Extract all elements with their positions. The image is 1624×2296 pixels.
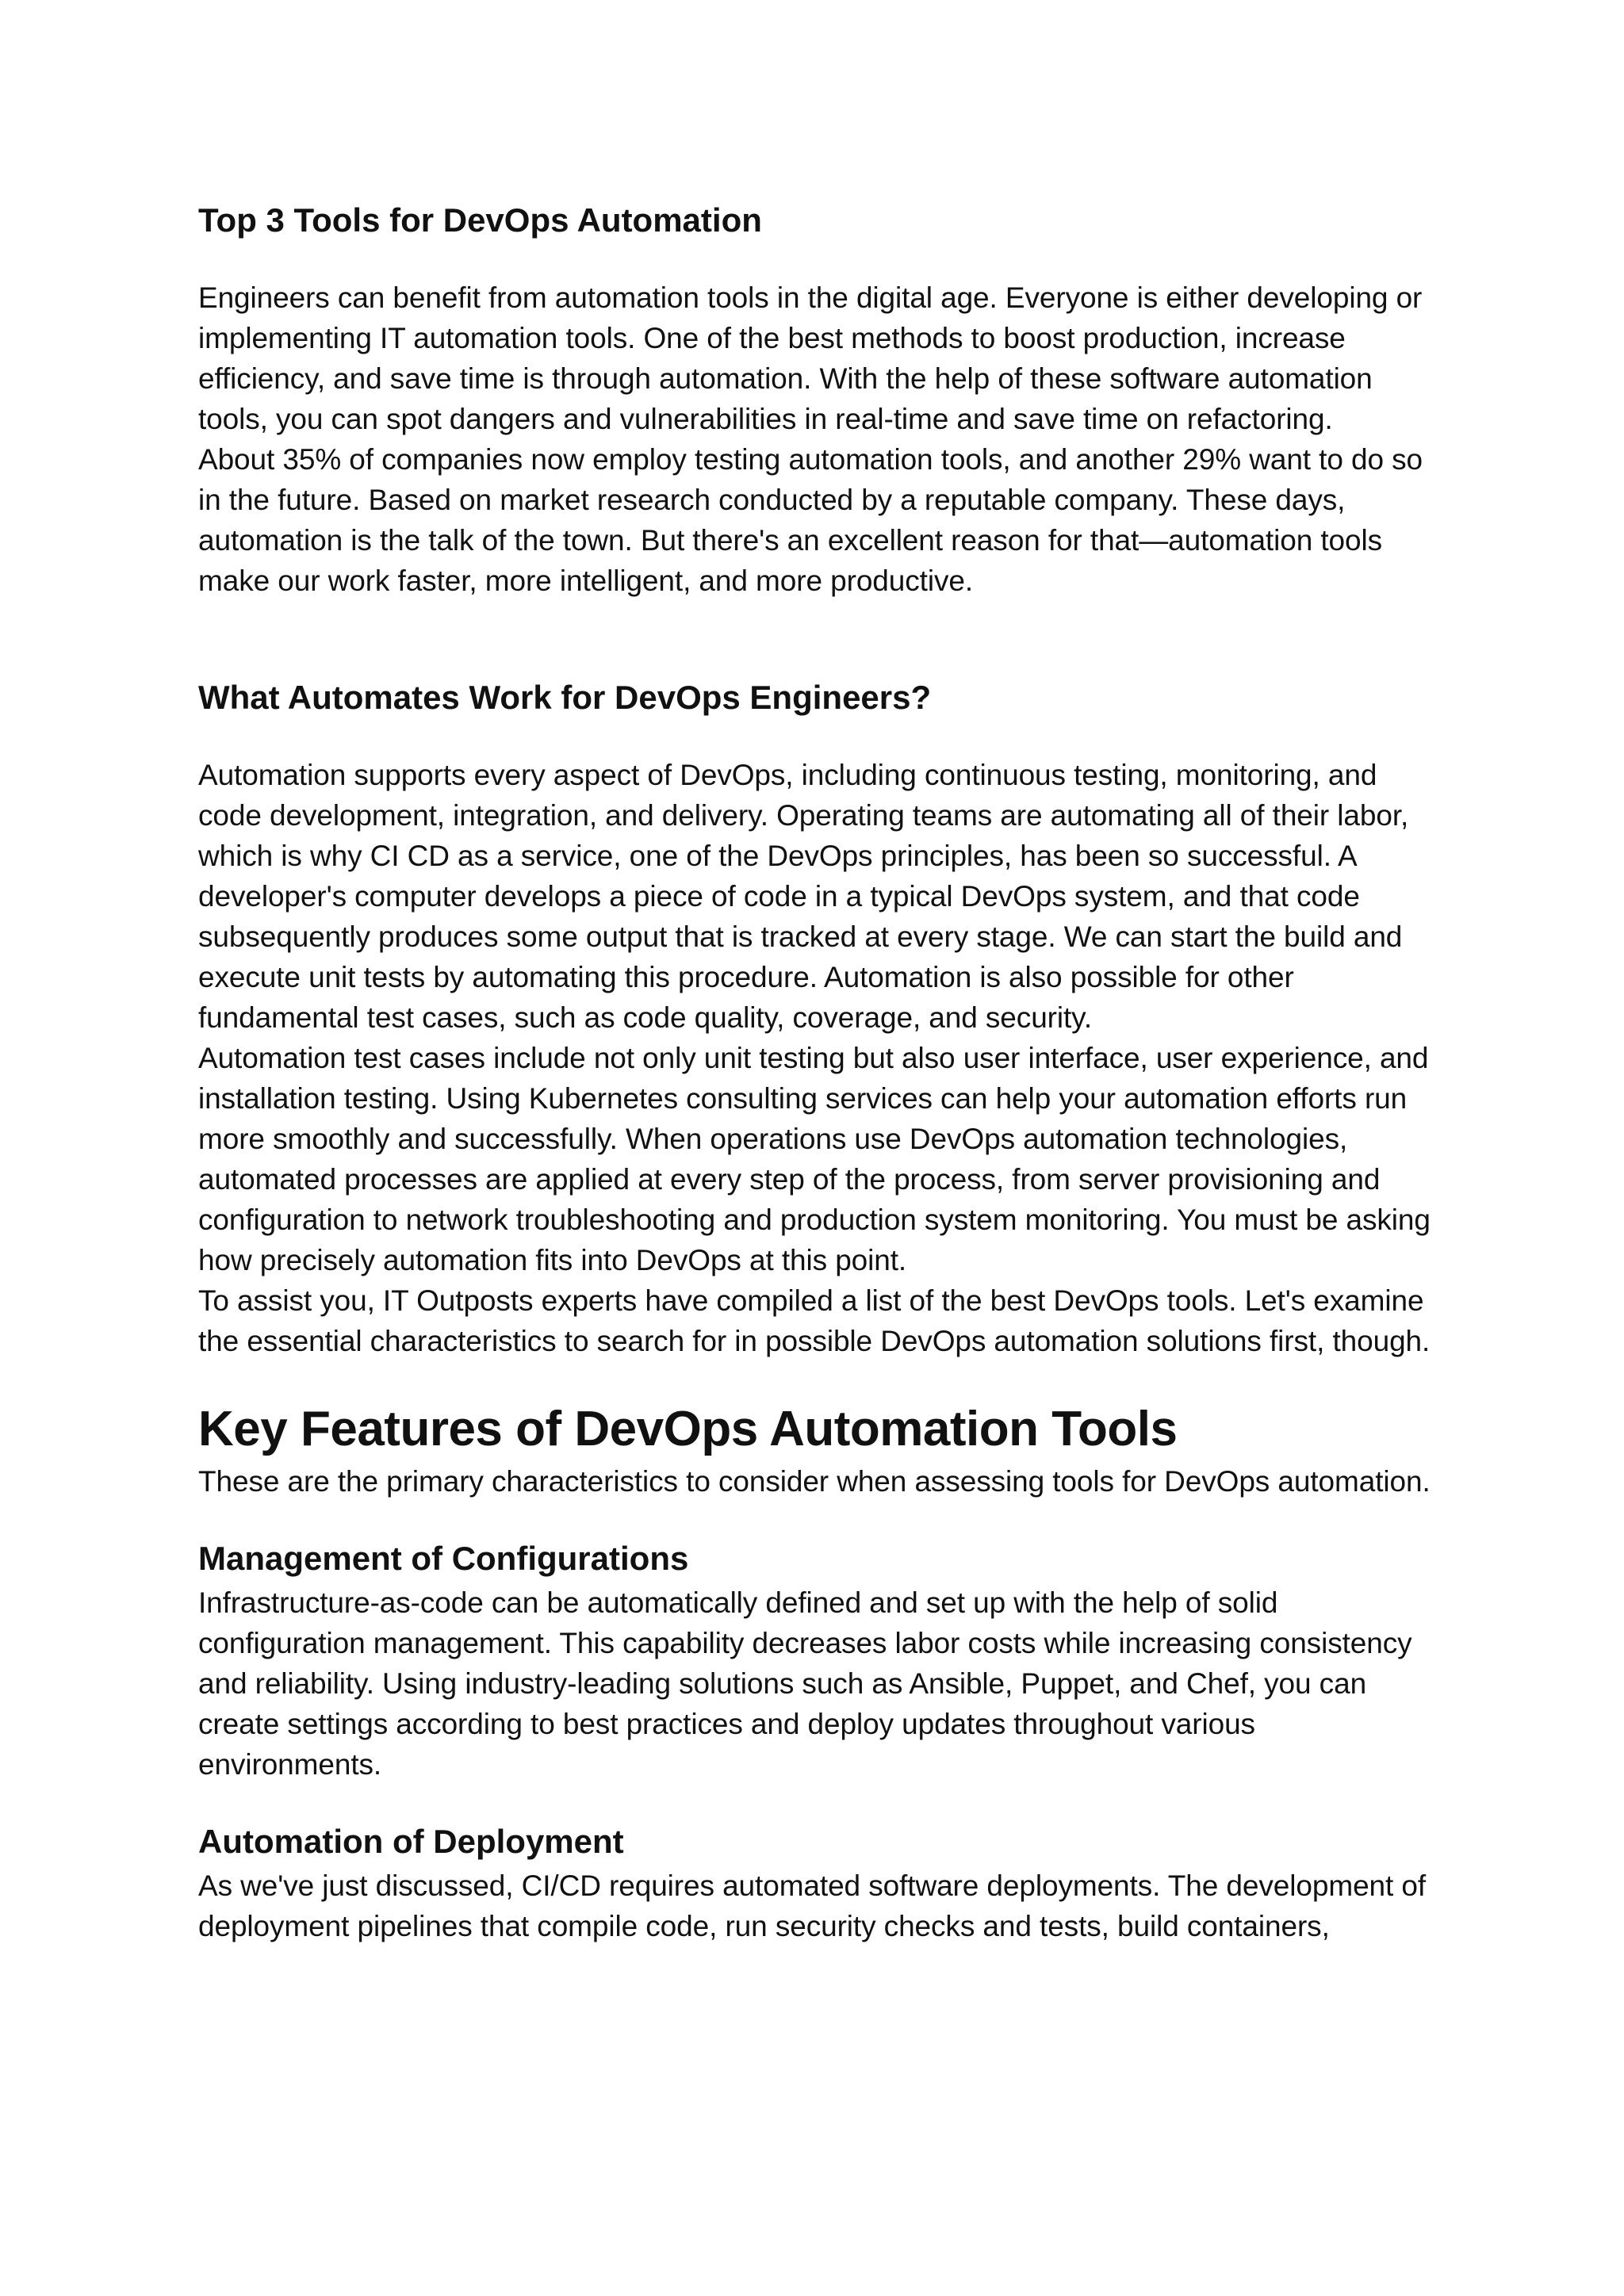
- paragraph-it-outposts-list: To assist you, IT Outposts experts have compiled a list of the best DevOps tools. Let's examine the essential characteristics to search for in possible DevOps automation solutions first, though.: [198, 1284, 1431, 1357]
- section-heading-deployment-automation: Automation of Deployment: [198, 1823, 624, 1860]
- paragraph-deployment-automation: As we've just discussed, CI/CD requires automated software deployments. The development of deployment pipelines that compile code, run security checks and tests, build containers,: [198, 1869, 1427, 1942]
- section-heading-key-features: Key Features of DevOps Automation Tools: [198, 1402, 1178, 1456]
- section-heading-what-automates-work: What Automates Work for DevOps Engineers?: [198, 679, 932, 716]
- paragraph-devops-automation-support: Automation supports every aspect of DevOps, including continuous testing, monitoring, and code development, integration, and delivery. Operating teams are automating all of their labor, which is why CI CD as a service, one of the DevOps principles, has been so successful. A developer's computer develops a piece of code in a typical DevOps system, and that code subsequently produces some output that is tracked at every stage. We can start the build and execute unit tests by automating this procedure. Automation is also possible for other fundamental test cases, such as code quality, coverage, and security.: [198, 759, 1409, 1034]
- paragraph-automation-benefits: Engineers can benefit from automation tools in the digital age. Everyone is either developing or implementing IT automation tools. One of the best methods to boost production, increase efficiency, and save time is through automation. With the help of these software automation tools, you can spot dangers and vulnerabilities in real-time and save time on refactoring.: [198, 281, 1423, 435]
- paragraph-configuration-management: Infrastructure-as-code can be automatically defined and set up with the help of solid configuration management. This capability decreases labor costs while increasing consistency and reliability. Using industry-leading solutions such as Ansible, Puppet, and Chef, you can create settings according to best practices and deploy updates throughout various environments.: [198, 1586, 1412, 1781]
- paragraph-automation-adoption: About 35% of companies now employ testing automation tools, and another 29% want to do so in the future. Based on market research conducted by a reputable company. These days, automation is the talk of the town. But there's an excellent reason for that—automation tools make our work faster, more intelligent, and more productive.: [198, 443, 1423, 597]
- document-content: [198, 197, 1435, 1946]
- section-heading-configuration-management: Management of Configurations: [198, 1540, 689, 1577]
- paragraph-automation-test-cases: Automation test cases include not only unit testing but also user interface, user experience, and installation testing. Using Kubernetes consulting services can help your automation efforts run more smoothly and successfully. When operations use DevOps automation technologies, automated processes are applied at every step of the process, from server provisioning and configuration to network troubleshooting and production system monitoring. You must be asking how precisely automation fits into DevOps at this point.: [198, 1042, 1431, 1276]
- paragraph-key-features-intro: These are the primary characteristics to consider when assessing tools for DevOps automation.: [198, 1465, 1431, 1498]
- section-heading-top-3-tools: Top 3 Tools for DevOps Automation: [198, 201, 762, 239]
